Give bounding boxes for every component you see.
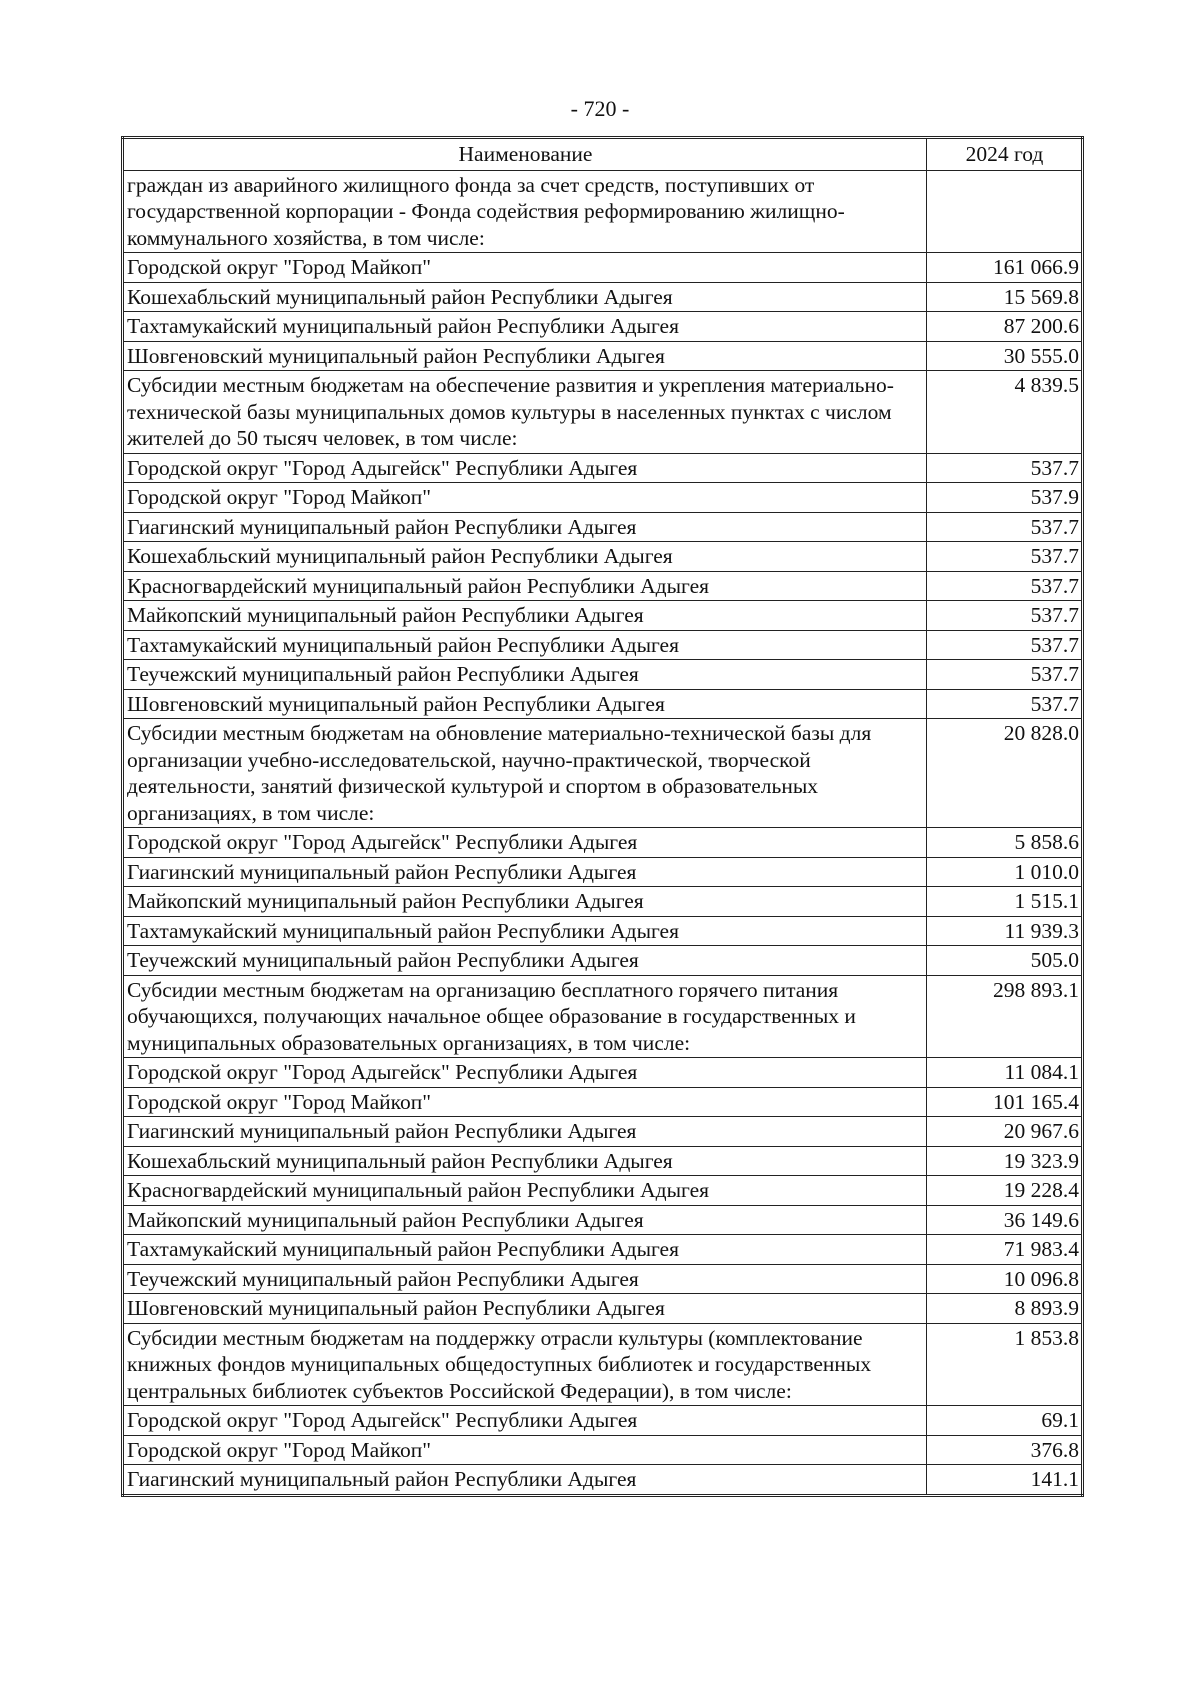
row-name-cell: Кошехабльский муниципальный район Республики Адыгея bbox=[123, 542, 927, 572]
table-row bbox=[123, 1117, 1083, 1147]
row-value-cell: 1 515.1 bbox=[927, 887, 1083, 917]
row-value-cell: 8 893.9 bbox=[927, 1294, 1083, 1324]
row-name-cell: Субсидии местным бюджетам на обеспечение развития и укрепления материально-технической базы муниципальных домов культуры в населенных пунктах с числом жителей до 50 тысяч человек, в том числе: bbox=[123, 371, 927, 454]
row-value-cell: 10 096.8 bbox=[927, 1264, 1083, 1294]
table-row bbox=[123, 483, 1083, 513]
row-name-cell: Городской округ "Город Майкоп" bbox=[123, 1435, 927, 1465]
row-name-cell: Городской округ "Город Адыгейск" Республики Адыгея bbox=[123, 1406, 927, 1436]
column-header-year: 2024 год bbox=[927, 138, 1083, 171]
row-value-cell: 4 839.5 bbox=[927, 371, 1083, 454]
table-row bbox=[123, 1264, 1083, 1294]
row-name-cell: Красногвардейский муниципальный район Республики Адыгея bbox=[123, 571, 927, 601]
row-value-cell: 30 555.0 bbox=[927, 341, 1083, 371]
row-name-cell: Субсидии местным бюджетам на организацию бесплатного горячего питания обучающихся, получающих начальное общее образование в государственных и муниципальных образовательных организациях, в том числе: bbox=[123, 975, 927, 1058]
row-name-cell: Городской округ "Город Адыгейск" Республики Адыгея bbox=[123, 1058, 927, 1088]
table-row bbox=[123, 1465, 1083, 1496]
row-value-cell: 161 066.9 bbox=[927, 253, 1083, 283]
row-name-cell: Тахтамукайский муниципальный район Республики Адыгея bbox=[123, 630, 927, 660]
row-value-cell: 537.9 bbox=[927, 483, 1083, 513]
row-value-cell: 20 967.6 bbox=[927, 1117, 1083, 1147]
table-row bbox=[123, 630, 1083, 660]
table-row bbox=[123, 601, 1083, 631]
row-name-cell: Майкопский муниципальный район Республики Адыгея bbox=[123, 887, 927, 917]
table-row bbox=[123, 1323, 1083, 1406]
table-row bbox=[123, 660, 1083, 690]
row-name-cell: Городской округ "Город Майкоп" bbox=[123, 483, 927, 513]
table-row bbox=[123, 312, 1083, 342]
row-value-cell: 1 853.8 bbox=[927, 1323, 1083, 1406]
table-row bbox=[123, 1235, 1083, 1265]
column-header-name: Наименование bbox=[123, 138, 927, 171]
row-value-cell: 71 983.4 bbox=[927, 1235, 1083, 1265]
table-row bbox=[123, 1435, 1083, 1465]
table-body bbox=[123, 170, 1083, 1495]
row-value-cell: 537.7 bbox=[927, 571, 1083, 601]
row-value-cell: 141.1 bbox=[927, 1465, 1083, 1496]
row-value-cell: 376.8 bbox=[927, 1435, 1083, 1465]
row-name-cell: Субсидии местным бюджетам на обновление материально-технической базы для организации учебно-исследовательской, научно-практической, творческой деятельности, занятий физической культурой и спортом в образовательных организациях, в том числе: bbox=[123, 719, 927, 828]
row-value-cell: 537.7 bbox=[927, 542, 1083, 572]
row-name-cell: Майкопский муниципальный район Республики Адыгея bbox=[123, 601, 927, 631]
row-value-cell: 505.0 bbox=[927, 946, 1083, 976]
row-name-cell: Гиагинский муниципальный район Республики Адыгея bbox=[123, 1117, 927, 1147]
table-row bbox=[123, 975, 1083, 1058]
row-name-cell: Шовгеновский муниципальный район Республики Адыгея bbox=[123, 341, 927, 371]
table-row bbox=[123, 170, 1083, 253]
row-name-cell: Городской округ "Город Майкоп" bbox=[123, 253, 927, 283]
row-value-cell: 19 323.9 bbox=[927, 1146, 1083, 1176]
table-row bbox=[123, 1146, 1083, 1176]
row-value-cell: 537.7 bbox=[927, 512, 1083, 542]
row-value-cell: 11 084.1 bbox=[927, 1058, 1083, 1088]
row-name-cell: Тахтамукайский муниципальный район Республики Адыгея bbox=[123, 916, 927, 946]
row-name-cell: Субсидии местным бюджетам на поддержку отрасли культуры (комплектование книжных фондов муниципальных общедоступных библиотек и государственных центральных библиотек субъектов Российской Федерации), в том числе: bbox=[123, 1323, 927, 1406]
table-row bbox=[123, 571, 1083, 601]
table-row bbox=[123, 253, 1083, 283]
row-value-cell: 1 010.0 bbox=[927, 857, 1083, 887]
row-name-cell: Городской округ "Город Адыгейск" Республики Адыгея bbox=[123, 828, 927, 858]
row-value-cell: 537.7 bbox=[927, 689, 1083, 719]
row-name-cell: Городской округ "Город Майкоп" bbox=[123, 1087, 927, 1117]
row-name-cell: Теучежский муниципальный район Республики Адыгея bbox=[123, 946, 927, 976]
row-name-cell: Шовгеновский муниципальный район Республики Адыгея bbox=[123, 1294, 927, 1324]
row-name-cell: Гиагинский муниципальный район Республики Адыгея bbox=[123, 1465, 927, 1496]
row-value-cell: 15 569.8 bbox=[927, 282, 1083, 312]
table-row bbox=[123, 1087, 1083, 1117]
row-name-cell: Гиагинский муниципальный район Республики Адыгея bbox=[123, 857, 927, 887]
row-value-cell: 298 893.1 bbox=[927, 975, 1083, 1058]
table-row bbox=[123, 857, 1083, 887]
row-name-cell: Теучежский муниципальный район Республики Адыгея bbox=[123, 660, 927, 690]
budget-table bbox=[121, 136, 1084, 1497]
table-row bbox=[123, 916, 1083, 946]
row-value-cell: 87 200.6 bbox=[927, 312, 1083, 342]
table-row bbox=[123, 689, 1083, 719]
table-header-row bbox=[123, 138, 1083, 171]
row-value-cell: 537.7 bbox=[927, 601, 1083, 631]
row-name-cell: Гиагинский муниципальный район Республики Адыгея bbox=[123, 512, 927, 542]
row-name-cell: Красногвардейский муниципальный район Республики Адыгея bbox=[123, 1176, 927, 1206]
table-row bbox=[123, 1406, 1083, 1436]
page-number: - 720 - bbox=[570, 96, 630, 121]
row-value-cell: 101 165.4 bbox=[927, 1087, 1083, 1117]
row-value-cell: 537.7 bbox=[927, 660, 1083, 690]
table-row bbox=[123, 453, 1083, 483]
table-row bbox=[123, 282, 1083, 312]
table-row bbox=[123, 512, 1083, 542]
table-row bbox=[123, 946, 1083, 976]
table-row bbox=[123, 1294, 1083, 1324]
row-value-cell: 19 228.4 bbox=[927, 1176, 1083, 1206]
row-name-cell: Шовгеновский муниципальный район Республики Адыгея bbox=[123, 689, 927, 719]
row-name-cell: Кошехабльский муниципальный район Республики Адыгея bbox=[123, 1146, 927, 1176]
table-row bbox=[123, 1205, 1083, 1235]
table-row bbox=[123, 1058, 1083, 1088]
row-name-cell: Кошехабльский муниципальный район Республики Адыгея bbox=[123, 282, 927, 312]
row-name-cell: граждан из аварийного жилищного фонда за счет средств, поступивших от государственной корпорации - Фонда содействия реформированию жилищно-коммунального хозяйства, в том числе: bbox=[123, 170, 927, 253]
row-value-cell: 537.7 bbox=[927, 630, 1083, 660]
row-name-cell: Тахтамукайский муниципальный район Республики Адыгея bbox=[123, 1235, 927, 1265]
row-value-cell: 5 858.6 bbox=[927, 828, 1083, 858]
table-row bbox=[123, 1176, 1083, 1206]
table-row bbox=[123, 887, 1083, 917]
row-value-cell: 36 149.6 bbox=[927, 1205, 1083, 1235]
table-row bbox=[123, 828, 1083, 858]
table-row bbox=[123, 719, 1083, 828]
row-value-cell: 20 828.0 bbox=[927, 719, 1083, 828]
row-value-cell: 11 939.3 bbox=[927, 916, 1083, 946]
table-row bbox=[123, 542, 1083, 572]
table-row bbox=[123, 371, 1083, 454]
row-name-cell: Майкопский муниципальный район Республики Адыгея bbox=[123, 1205, 927, 1235]
table-row bbox=[123, 341, 1083, 371]
row-name-cell: Городской округ "Город Адыгейск" Республики Адыгея bbox=[123, 453, 927, 483]
row-name-cell: Тахтамукайский муниципальный район Республики Адыгея bbox=[123, 312, 927, 342]
row-value-cell: 537.7 bbox=[927, 453, 1083, 483]
row-name-cell: Теучежский муниципальный район Республики Адыгея bbox=[123, 1264, 927, 1294]
row-value-cell: 69.1 bbox=[927, 1406, 1083, 1436]
row-value-cell bbox=[927, 170, 1083, 253]
